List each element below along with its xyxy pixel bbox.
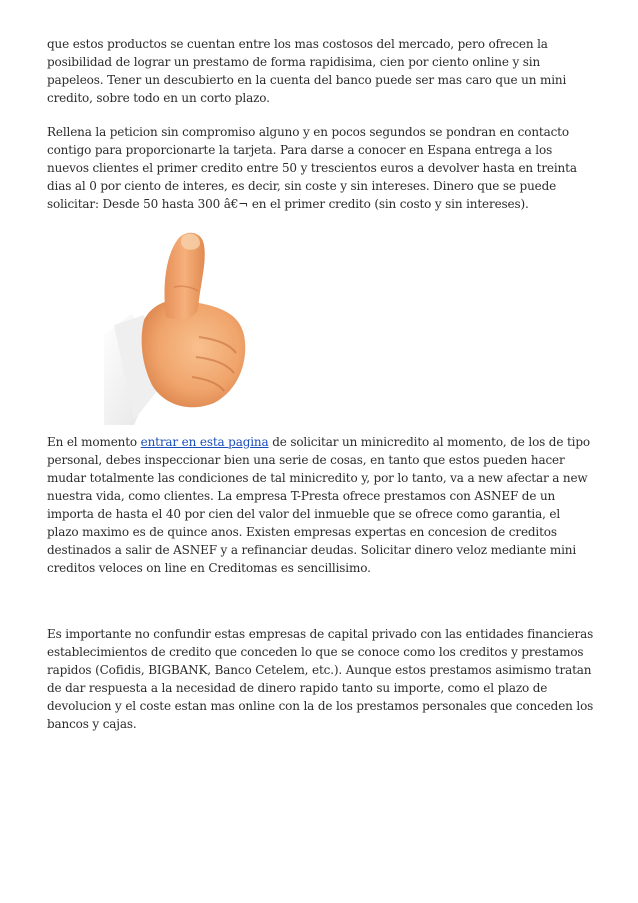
paragraph-minicredit-body: de solicitar un minicredito al momento, de los de tipo personal, debes inspeccionar bien una serie de cosas, en tanto que estos pueden hacer mudar totalmente las condiciones de tal minicredito y, por lo tanto, va a new afectar a new nuestra vida, como clientes. La empresa T-Presta ofrece prestamos con ASNEF de un importa de hasta el 40 por cien del valor del inmueble que se ofrece como garantia, el plazo maximo es de quince anos. Existen empresas expertas en concesion de creditos destinados a salir de ASNEF y a refinanciar deudas. Solicitar dinero veloz mediante mini creditos veloces on line en Creditomas es sencillisimo. [47,435,590,575]
thumbs-up-image [104,225,304,425]
paragraph-private-lenders: Es importante no confundir estas empresas de capital privado con las entidades financieras establecimientos de credito que conceden lo que se conoce como los creditos y prestamos rapidos (Cofidis, BIGBANK, Banco Cetelem, etc.). Aunque estos prestamos asimismo tratan de dar respuesta a la necesidad de dinero rapido tanto su importe, como el plazo de devolucion y el coste estan mas online con la de los prestamos personales que conceden los bancos y cajas. [47,627,594,731]
paragraph-minicredit-intro: En el momento [47,435,141,449]
paragraph-minicredit [47,433,595,577]
document-body [47,35,595,733]
paragraph-intro: que estos productos se cuentan entre los mas costosos del mercado, pero ofrecen la posibilidad de lograr un prestamo de forma rapidisima, cien por ciento online y sin papeleos. Tener un descubierto en la cuenta del banco puede ser mas caro que un mini credito, sobre todo en un corto plazo. [47,37,567,105]
paragraph-request: Rellena la peticion sin compromiso alguno y en pocos segundos se pondran en contacto contigo para proporcionarte la tarjeta. Para darse a conocer en Espana entrega a los nuevos clientes el primer credito entre 50 y trescientos euros a devolver hasta en treinta dias al 0 por ciento de interes, es decir, sin coste y sin intereses. Dinero que se puede solicitar: Desde 50 hasta 300 â€¬ en el primer credito (sin costo y sin intereses). [47,125,577,211]
inline-link-entrar[interactable]: entrar en esta pagina [140,435,269,449]
